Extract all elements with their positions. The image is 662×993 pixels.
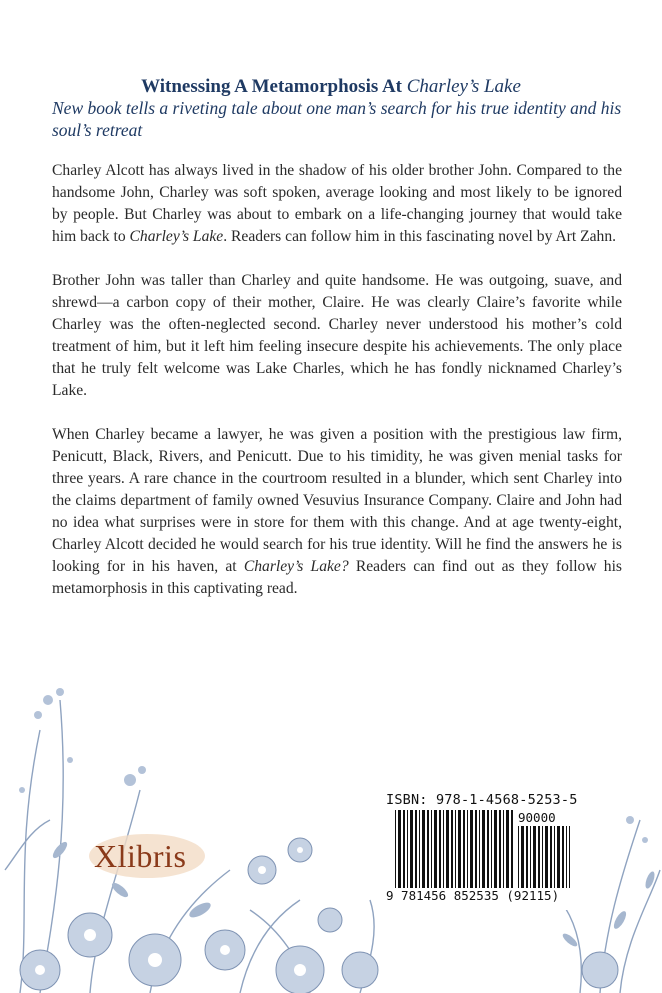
paragraph-3: When Charley became a lawyer, he was given a position with the prestigious law firm, Penicutt, Black, Rivers, and Penicutt. Due to his timidity, he was given menial tasks for three years. A rare chance in the courtroom resulted in a blunder, which sent Charley into the claims department of family owned Vesuvius Insurance Company. Claire and John had no idea what surprises were in store for them with this change. And at age twenty-eight, Charley Alcott decided he would search for his true identity. Will he find the answers he is looking for in his haven, at Charley’s Lake? Readers can find out as they follow his metamorphosis in this captivating read. [52,426,622,597]
isbn-label: ISBN: 978-1-4568-5253-5 [386,792,578,808]
blurb [52,160,622,622]
price-code: 90000 [518,810,556,825]
barcode-digits: 9 781456 852535 (92115) [386,888,560,903]
barcode-addon-bars [518,826,570,888]
paragraph-2: Brother John was taller than Charley and quite handsome. He was outgoing, suave, and shrewd—a carbon copy of their mother, Claire. He was clearly Claire’s favorite while Charley was the often-neglected second. Charley never understood his mother’s cold treatment of him, but it left him feeling insecure despite his achievements. The only place that he truly felt welcome was Lake Charles, which he has fondly nicknamed Charley’s Lake. [52,272,622,399]
subheadline: New book tells a riveting tale about one man’s search for his true identity and his soul’s retreat [52,98,622,140]
headline-book-title: Charley’s Lake [406,76,521,97]
paragraph-1: Charley Alcott has always lived in the shadow of his older brother John. Compared to the handsome John, Charley was soft spoken, average looking and most likely to be ignored by people. But Charley was about to embark on a life-changing journey that would take him back to Charley’s Lake. Readers can follow him in this fascinating novel by Art Zahn. [52,162,622,245]
publisher-logo-text: Xlibris [94,838,187,874]
barcode-bars [395,810,515,888]
headline-main: Witnessing A Metamorphosis At [141,76,407,97]
headline [0,76,662,98]
